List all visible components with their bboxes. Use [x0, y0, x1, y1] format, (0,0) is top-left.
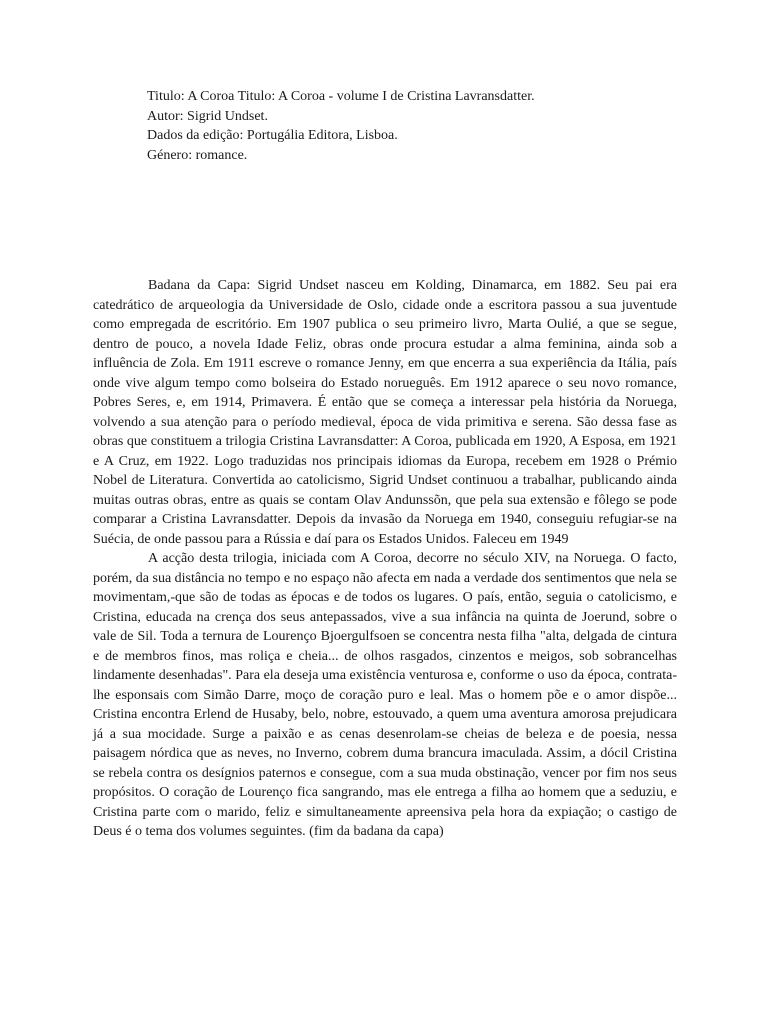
edition-line: Dados da edição: Portugália Editora, Lisboa.: [147, 128, 398, 143]
cover-flap-text: [93, 276, 677, 842]
book-metadata: [147, 87, 535, 165]
genre-line: Género: romance.: [147, 147, 248, 163]
paragraph-plot-summary: A acção desta trilogia, iniciada com A Coroa, decorre no século XIV, na Noruega. O facto, porém, da sua distância no tempo e no espaço não afecta em nada a verdade dos sentimentos que nela se movimentam,-que são de todas as épocas e de todos os lugares. O país, então, seguia o catolicismo, e Cristina, educada na crença dos seus antepassados, vive a sua infância na quinta de Joerund, sobre o vale de Sil. Toda a ternura de Lourenço Bjoergulfsoen se concentra nesta filha "alta, delgada de cintura e de membros finos, mas roliça e cheia... de olhos rasgados, cinzentos e meigos, sob sobrancelhas lindamente desenhadas". Para ela deseja uma existência venturosa e, conforme o uso da época, contrata-lhe esponsais com Simão Darre, moço de coração puro e leal. Mas o homem põe e o amor dispõe... Cristina encontra Erlend de Husaby, belo, nobre, estouvado, a quem uma aventura amorosa prejudicara já a sua mocidade. Surge a paixão e as cenas desenrolam-se cheias de beleza e de poesia, nessa paisagem nórdica que as neves, no Inverno, cobrem duma brancura imaculada. Assim, a dócil Cristina se rebela contra os desígnios paternos e consegue, com a sua muda obstinação, vencer por fim nos seus propósitos. O coração de Lourenço fica sangrando, mas ele entrega a filha ao homem que a seduziu, e Cristina parte com o marido, feliz e simultaneamente apreensiva pela hora da expiação; o castigo de Deus é o tema dos volumes seguintes. (fim da badana da capa): [93, 551, 677, 839]
author-line: Autor: Sigrid Undset.: [147, 108, 268, 124]
paragraph-author-biography: Badana da Capa: Sigrid Undset nasceu em Kolding, Dinamarca, em 1882. Seu pai era catedrático de arqueologia da Universidade de Oslo, cidade onde a escritora passou a sua juventude como empregada de escritório. Em 1907 publica o seu primeiro livro, Marta Oulié, a que se segue, dentro de pouco, a novela Idade Feliz, obras onde procura estudar a alma feminina, ainda sob a influência de Zola. Em 1911 escreve o romance Jenny, em que encerra a sua experiência da Itália, país onde vive algum tempo como bolseira do Estado norueguês. Em 1912 aparece o seu novo romance, Pobres Seres, e, em 1914, Primavera. É então que se começa a interessar pela história da Noruega, volvendo a sua atenção para o período medieval, época de vida primitiva e serena. São dessa fase as obras que constituem a trilogia Cristina Lavransdatter: A Coroa, publicada em 1920, A Esposa, em 1921 e A Cruz, em 1922. Logo traduzidas nos principais idiomas da Europa, recebem em 1928 o Prémio Nobel de Literatura. Convertida ao catolicismo, Sigrid Undset continuou a trabalhar, publicando ainda muitas outras obras, entre as quais se contam Olav Andunssõn, que pela sua extensão e fôlego se pode comparar a Cristina Lavransdatter. Depois da invasão da Noruega em 1940, conseguiu refugiar-se na Suécia, de onde passou para a Rússia e daí para os Estados Unidos. Faleceu em 1949: [93, 278, 677, 547]
title-line: Titulo: A Coroa Titulo: A Coroa - volume I de Cristina Lavransdatter.: [147, 89, 535, 104]
